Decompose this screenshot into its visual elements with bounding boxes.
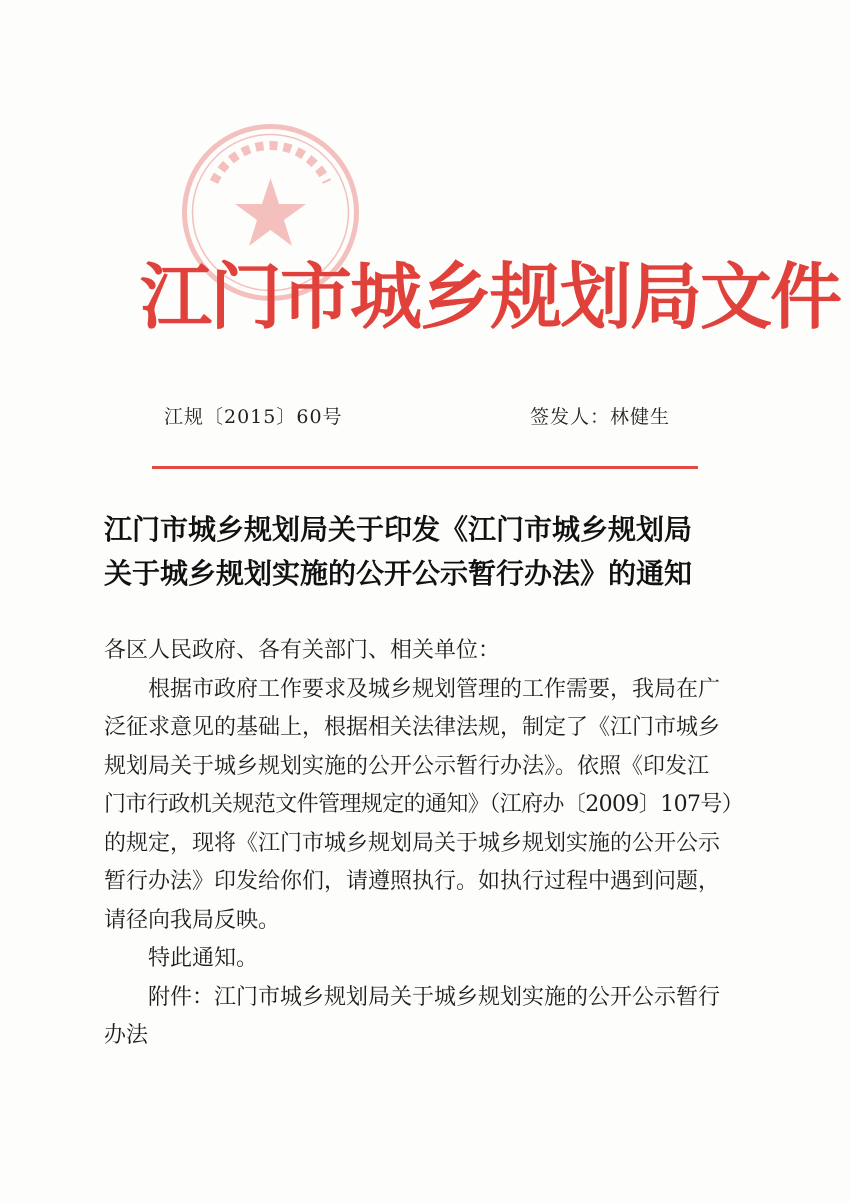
- attachment-line: 附件：江门市城乡规划局关于城乡规划实施的公开公示暂行: [148, 984, 721, 1010]
- notice-title-line: 江门市城乡规划局关于印发《江门市城乡规划局: [104, 513, 693, 546]
- paragraph-line: 请径向我局反映。: [104, 907, 281, 933]
- closing: 特此通知。: [148, 946, 259, 971]
- red-divider: [152, 466, 698, 469]
- notice-title: [104, 508, 764, 596]
- main-paragraph: [104, 671, 754, 941]
- document-header-title: 江门市城乡规划局文件: [140, 254, 841, 339]
- salutation: 各区人民政府、各有关部门、相关单位：: [104, 638, 501, 663]
- signer: 签发人：林健生: [530, 406, 671, 428]
- notice-title-line: 关于城乡规划实施的公开公示暂行办法》的通知: [104, 557, 693, 590]
- paragraph-line: 暂行办法》印发给你们，请遵照执行。如执行过程中遇到问题，: [104, 869, 721, 894]
- attachment: [104, 979, 754, 1056]
- paragraph-line: 泛征求意见的基础上，根据相关法律法规，制定了《江门市城乡: [104, 715, 721, 740]
- paragraph-line: 门市行政机关规范文件管理规定的通知》（江府办〔2009〕107号）: [104, 792, 744, 817]
- document-number: 江规〔2015〕60号: [164, 406, 343, 428]
- paragraph-line: 的规定，现将《江门市城乡规划局关于城乡规划实施的公开公示: [104, 830, 721, 856]
- paragraph-line: 规划局关于城乡规划实施的公开公示暂行办法》。依照《印发江: [104, 753, 710, 779]
- attachment-line: 办法: [104, 1023, 149, 1048]
- notice-body: [104, 632, 754, 1056]
- paragraph-line: 根据市政府工作要求及城乡规划管理的工作需要，我局在广: [148, 676, 721, 702]
